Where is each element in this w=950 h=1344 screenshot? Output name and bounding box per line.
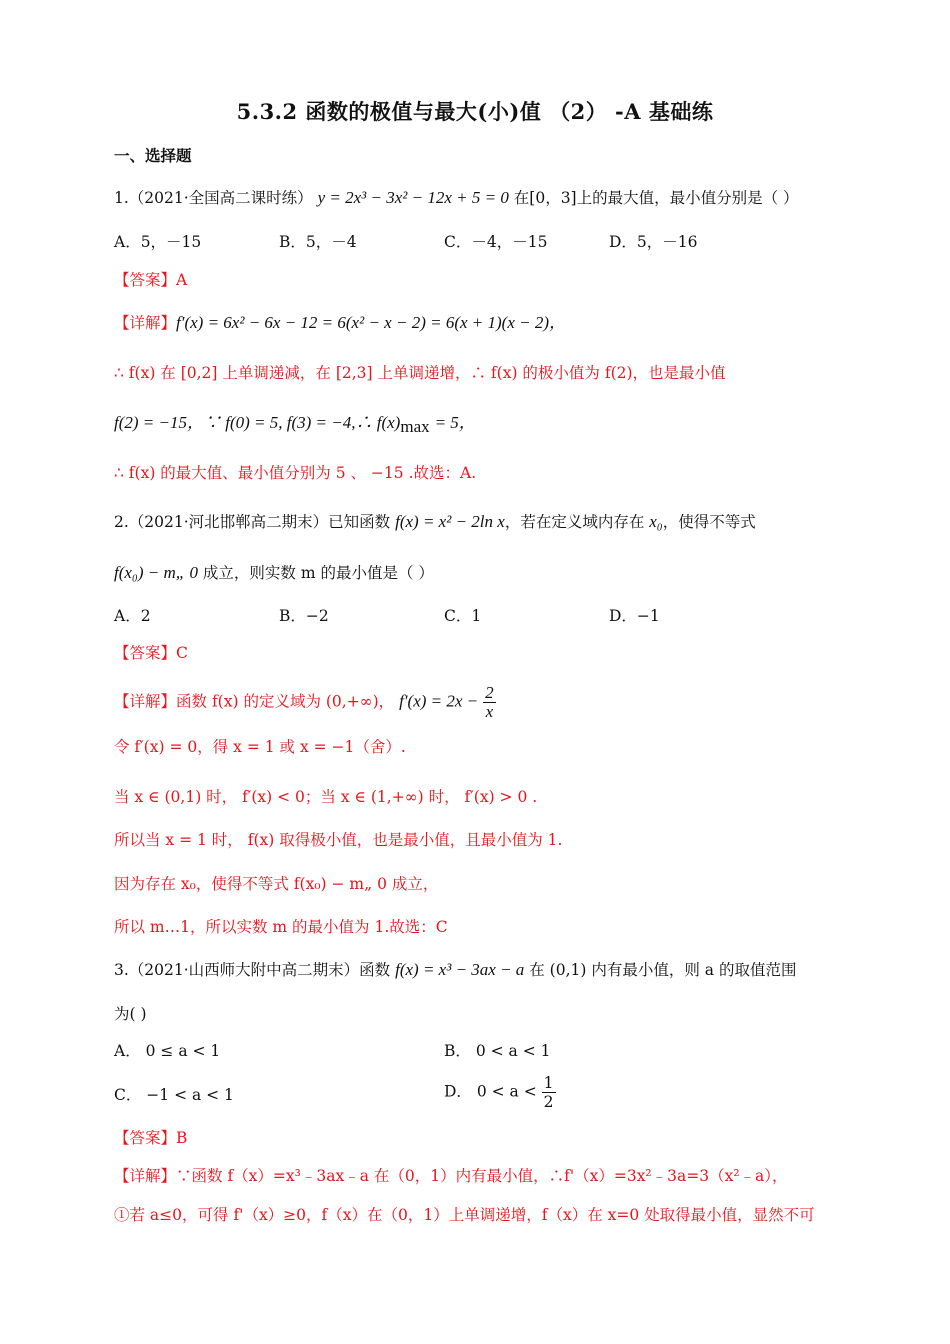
q1-detail-values: f(2) = −15，∵ f(0) = 5, f(3) = −4,∴ f(x)	[114, 413, 401, 432]
q3-option-a: A． 0 ≤ a < 1	[114, 1042, 221, 1060]
q1-detail-max: = 5，	[434, 413, 476, 432]
q3-stem	[114, 958, 796, 982]
q1-suffix: 在[0，3]上的最大值，最小值分别是（ ）	[513, 189, 799, 207]
q1-option-c: C．－4，－15	[444, 233, 548, 251]
page-title: 5.3.2 函数的极值与最大(小)值 （2） -A 基础练	[236, 99, 714, 124]
q2-detail-6: 所以 m…1，所以实数 m 的最小值为 1.故选：C	[114, 918, 448, 936]
q2-detail-2: 令 f′(x) = 0，得 x = 1 或 x = −1（舍）.	[114, 738, 406, 756]
q2-detail-5: 因为存在 x₀，使得不等式 f(x₀) − m„ 0 成立，	[114, 875, 439, 893]
q1-detail-3	[114, 411, 476, 435]
q2-option-d: D．−1	[609, 607, 660, 625]
q2-option-c: C．1	[444, 607, 482, 625]
q3-option-d	[444, 1074, 556, 1111]
q3-stem-2: 为( )	[114, 1005, 147, 1023]
q2-detail-4: 所以当 x = 1 时， f(x) 取得极小值，也是最小值，且最小值为 1.	[114, 831, 563, 849]
q1-answer: 【答案】A	[114, 271, 188, 289]
q1-option-d: D．5，－16	[609, 233, 698, 251]
q2-detail-fraction	[483, 684, 496, 721]
q2-detail-derivative: f′(x) = 2x −	[399, 691, 479, 711]
q2-detail-1	[114, 684, 496, 721]
q2-expression: f(x) = x² − 2ln x	[395, 512, 505, 531]
q3-option-d-numerator: 1	[543, 1074, 554, 1092]
q2-option-b: B．−2	[279, 607, 329, 625]
q2-fraction-denominator: x	[485, 702, 494, 721]
q1-prefix: 1.（2021·全国高二课时练）	[114, 189, 313, 207]
q1-detail-4: ∴ f(x) 的最大值、最小值分别为 5 、 −15 .故选：A.	[114, 464, 477, 482]
q2-fraction-numerator: 2	[485, 683, 494, 702]
q2-detail-3: 当 x ∈ (0,1) 时， f′(x) < 0；当 x ∈ (1,+∞) 时， f′(x) > 0 .	[114, 788, 538, 806]
q3-detail-2: ①若 a≤0，可得 f'（x）≥0，f（x）在（0，1）上单调递增，f（x）在 x=0 处取得最小值，显然不可	[114, 1206, 815, 1224]
q3-suffix: 在 (0,1) 内有最小值，则 a 的取值范围	[529, 961, 797, 979]
q3-answer: 【答案】B	[114, 1129, 188, 1147]
q1-stem	[114, 186, 799, 210]
q1-detail-derivative: f′(x) = 6x² − 6x − 12 = 6(x² − x − 2) = 6(x + 1)(x − 2)，	[176, 313, 567, 332]
q3-option-b: B． 0 < a < 1	[444, 1042, 551, 1060]
section-heading: 一、选择题	[114, 146, 192, 165]
q2-detail-domain: 函数 f(x) 的定义域为 (0,+∞)，	[176, 692, 395, 711]
q3-detail-text: ∵函数 f（x）=x³﹣3ax﹣a 在（0，1）内有最小值，∴f'（x）=3x²﹣3a=3（x²﹣a），	[176, 1167, 788, 1185]
q3-expression: f(x) = x³ − 3ax − a	[395, 960, 525, 979]
q2-answer: 【答案】C	[114, 644, 188, 662]
q1-option-a: A．5，－15	[114, 233, 202, 251]
q2-stem	[114, 510, 756, 534]
q3-option-d-text: D． 0 < a <	[444, 1082, 537, 1101]
q2-prefix: 2.（2021·河北邯郸高二期末）已知函数	[114, 513, 391, 531]
q2-stem-tail: 成立，则实数 m 的最小值是（ ）	[202, 564, 434, 582]
q1-detail-2: ∴ f(x) 在 [0,2] 上单调递减，在 [2,3] 上单调递增，∴ f(x) 的极小值为 f(2)，也是最小值	[114, 364, 726, 382]
q2-stem-2	[114, 561, 434, 585]
q2-inequality: f(x₀) − m„ 0	[114, 563, 198, 582]
q2-option-a: A．2	[114, 607, 151, 625]
q3-detail-1	[114, 1164, 788, 1188]
q1-detail-label: 【详解】	[114, 314, 177, 332]
q3-detail-label: 【详解】	[114, 1167, 177, 1185]
q2-x0: x₀	[649, 512, 663, 531]
q1-option-b: B．5，－4	[279, 233, 357, 251]
q2-detail-label: 【详解】	[114, 692, 177, 711]
q3-option-c: C． −1 < a < 1	[114, 1086, 234, 1104]
q1-expression: y = 2x³ − 3x² − 12x + 5 = 0	[317, 188, 509, 207]
q1-detail-max-sub: max	[400, 417, 430, 436]
q2-mid: ，若在定义域内存在	[504, 513, 645, 531]
q3-option-d-fraction	[542, 1074, 556, 1111]
q3-option-d-denominator: 2	[543, 1093, 554, 1111]
q1-detail-1	[114, 311, 566, 335]
q3-prefix: 3.（2021·山西师大附中高二期末）函数	[114, 961, 391, 979]
q2-suffix: ，使得不等式	[662, 513, 756, 531]
